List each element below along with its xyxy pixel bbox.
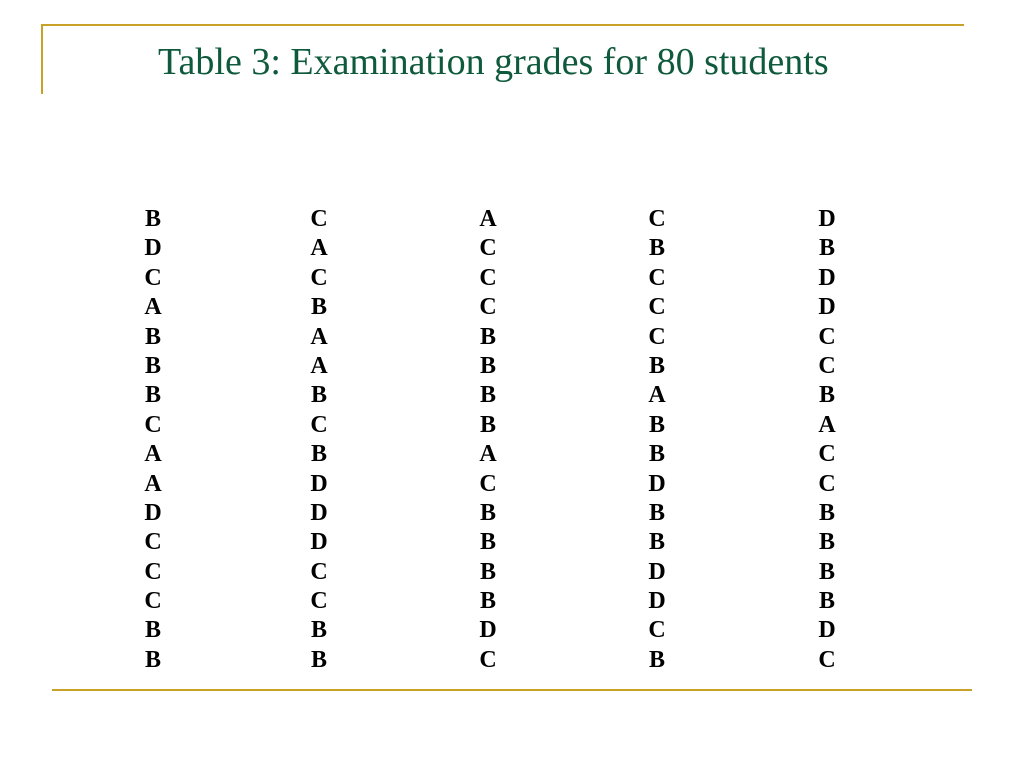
grade-cell: A bbox=[818, 411, 836, 438]
grades-column-4 bbox=[637, 205, 677, 675]
grade-cell: B bbox=[479, 499, 496, 526]
grade-cell: C bbox=[310, 264, 328, 291]
grade-cell: D bbox=[818, 264, 836, 291]
grade-cell: B bbox=[479, 588, 496, 615]
grade-cell: C bbox=[479, 470, 497, 497]
grade-cell: B bbox=[144, 382, 161, 409]
top-rule bbox=[41, 24, 964, 26]
grade-cell: A bbox=[310, 352, 328, 379]
grade-cell: C bbox=[648, 323, 666, 350]
grades-column-3 bbox=[468, 205, 508, 675]
grades-column-5 bbox=[807, 205, 847, 675]
grade-cell: B bbox=[310, 646, 327, 673]
grade-cell: B bbox=[818, 499, 835, 526]
grade-cell: D bbox=[818, 294, 836, 321]
grade-cell: C bbox=[479, 235, 497, 262]
grade-cell: C bbox=[818, 470, 836, 497]
grade-cell: B bbox=[144, 352, 161, 379]
grade-cell: B bbox=[818, 588, 835, 615]
grade-cell: A bbox=[144, 441, 162, 468]
grade-cell: A bbox=[479, 441, 497, 468]
grade-cell: B bbox=[479, 558, 496, 585]
grade-cell: B bbox=[648, 499, 665, 526]
grade-cell: B bbox=[479, 529, 496, 556]
grade-cell: B bbox=[818, 529, 835, 556]
grade-cell: B bbox=[144, 206, 161, 232]
grade-cell: C bbox=[310, 558, 328, 585]
grade-cell: B bbox=[648, 235, 665, 262]
grade-cell: B bbox=[479, 323, 496, 350]
grade-cell: C bbox=[144, 411, 162, 438]
left-rule bbox=[41, 24, 43, 94]
grade-cell: C bbox=[648, 617, 666, 644]
grade-cell: B bbox=[818, 558, 835, 585]
grade-cell: B bbox=[648, 411, 665, 438]
grade-cell: C bbox=[648, 206, 666, 232]
grade-cell: C bbox=[310, 206, 328, 232]
grade-cell: C bbox=[818, 646, 836, 673]
grade-cell: B bbox=[144, 617, 161, 644]
grade-cell: C bbox=[648, 264, 666, 291]
grade-cell: D bbox=[648, 588, 666, 615]
grade-cell: D bbox=[310, 529, 328, 556]
grade-cell: B bbox=[310, 382, 327, 409]
grade-cell: B bbox=[818, 235, 835, 262]
grade-cell: C bbox=[144, 529, 162, 556]
grade-cell: B bbox=[479, 352, 496, 379]
grade-cell: D bbox=[648, 470, 666, 497]
grade-cell: C bbox=[818, 352, 836, 379]
grade-cell: C bbox=[818, 441, 836, 468]
grade-cell: A bbox=[144, 294, 162, 321]
grade-cell: D bbox=[310, 499, 328, 526]
grade-cell: B bbox=[648, 441, 665, 468]
grade-cell: D bbox=[479, 617, 497, 644]
grade-cell: B bbox=[648, 352, 665, 379]
grade-cell: C bbox=[479, 264, 497, 291]
grade-cell: B bbox=[310, 441, 327, 468]
grades-table bbox=[0, 205, 1024, 675]
grade-cell: B bbox=[648, 646, 665, 673]
grade-cell: D bbox=[818, 617, 836, 644]
grade-cell: D bbox=[310, 470, 328, 497]
grade-cell: D bbox=[144, 235, 162, 262]
grade-cell: C bbox=[144, 588, 162, 615]
page-title: Table 3: Examination grades for 80 students bbox=[158, 41, 829, 83]
grade-cell: B bbox=[818, 382, 835, 409]
grade-cell: C bbox=[648, 294, 666, 321]
grade-cell: B bbox=[144, 646, 161, 673]
grade-cell: B bbox=[310, 617, 327, 644]
grade-cell: A bbox=[648, 382, 666, 409]
grades-column-1 bbox=[133, 205, 173, 675]
grade-cell: B bbox=[144, 323, 161, 350]
grade-cell: A bbox=[310, 323, 328, 350]
grade-cell: C bbox=[479, 646, 497, 673]
grades-column-2 bbox=[299, 205, 339, 675]
grade-cell: C bbox=[479, 294, 497, 321]
grade-cell: C bbox=[310, 588, 328, 615]
grade-cell: A bbox=[310, 235, 328, 262]
grade-cell: C bbox=[310, 411, 328, 438]
grade-cell: D bbox=[648, 558, 666, 585]
grade-cell: C bbox=[144, 558, 162, 585]
grade-cell: B bbox=[479, 411, 496, 438]
grade-cell: A bbox=[479, 206, 497, 232]
grade-cell: C bbox=[818, 323, 836, 350]
bottom-rule bbox=[52, 689, 972, 691]
grade-cell: A bbox=[144, 470, 162, 497]
grade-cell: D bbox=[144, 499, 162, 526]
grade-cell: C bbox=[144, 264, 162, 291]
grade-cell: B bbox=[310, 294, 327, 321]
grade-cell: B bbox=[479, 382, 496, 409]
grade-cell: B bbox=[648, 529, 665, 556]
grade-cell: D bbox=[818, 206, 836, 232]
